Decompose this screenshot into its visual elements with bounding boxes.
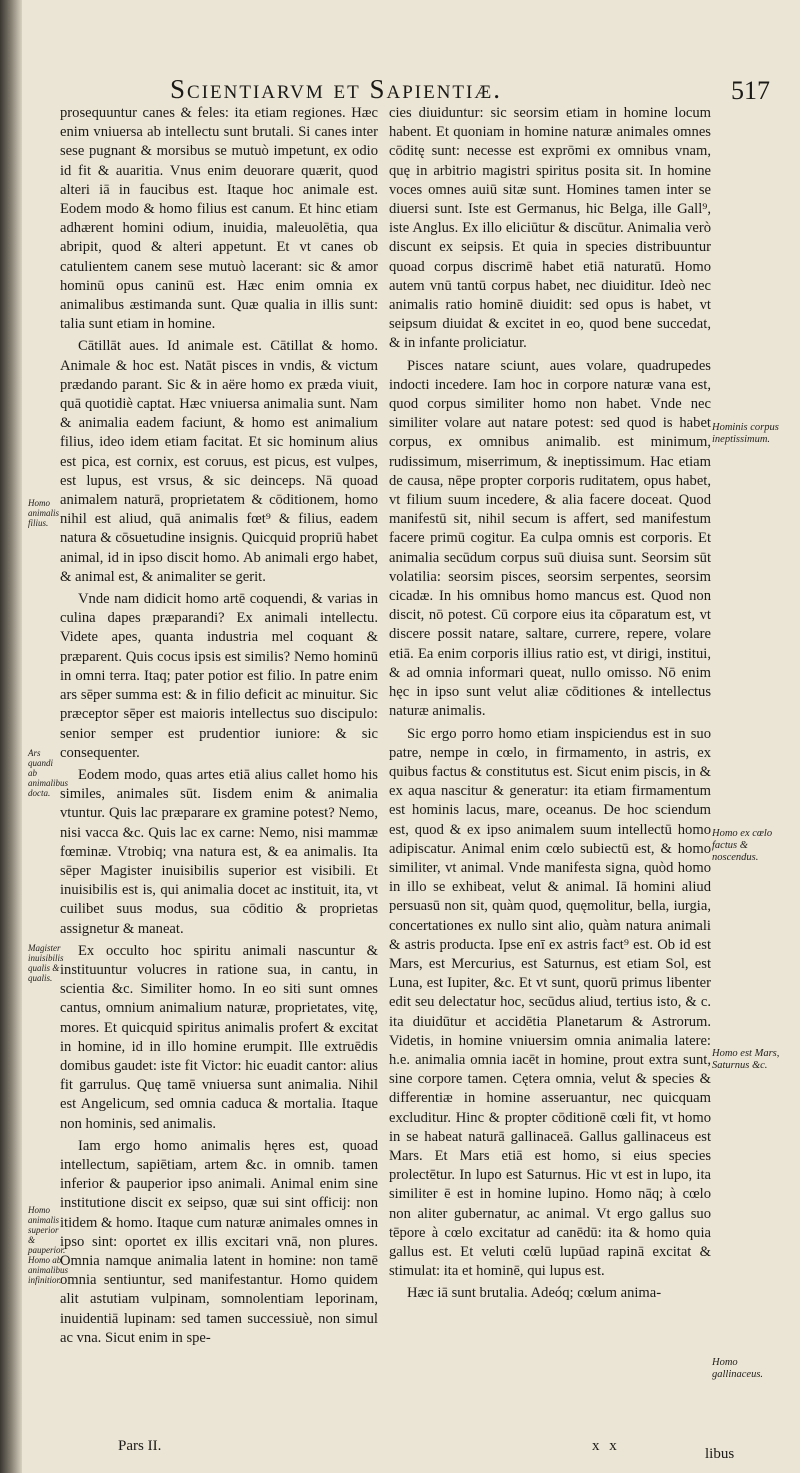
- paragraph: Sic ergo porro homo etiam inspiciendus est in suo patre, nempe in cœlo, in firmamento, in astris, ex quibus factus & constitutus est. Sicut enim piscis, in & ex aqua nascitur & generatur: ita etiam firmamentum est hominis lacus, mare, oceanus. De hoc sciendum est, quod & ex ipso animalem suum intellectū homo adipiscatur. Animal enim cœlo subiectū est, & homo similiter, vt animal. Vnde manifesta signa, quòd homo in illo se exhibeat, velut & animal. Iā homini aliud persuasū non sit, quàm quod, quęmolitur, bella, iurgia, concertationes ex nullo sint alio, quàm natura animali & astris producta. Ipse enī ex astris fact⁹ est. Ob id est Mars, est Mercurius, est Saturnus, est etiam Sol, est Luna, est Iupiter, &c. Et vt sunt, quorū primus libenter edit seu delectatur hoc, secūdus aliud, tertius isto, & c. ita diuidūtur et accidētia Planetarum & Astrorum. Videtis, in homine vniuersim omnia animalia latere: h.e. animalia omnia iacēt in homine, prout extra sunt, sine corpore tamen. Cętera omnia, velut & species & differentiæ in homine asseruantur, nec quicquam excluditur. Hinc & propter cōditionē cœli fit, vt homo in se habeat naturā gallinaceā. Gallus gallinaceus est Mars. Et Mars etiā est homo, si eius species prolectētur. In lupo est Saturnus. Hic vt est in lupo, ita similiter ē est in homine lupino. Homo nāq; à cœlo non aliter gubernatur, ac animal. Vt ergo gallus suo tēpore à cœlo excitatur ad canēdū: ita & homo quia gallus est. Et veluti cœlū lupūad rapinā excitat & stimulat: ita et hominē, qui lupus est.: [389, 725, 711, 1280]
- left-text-column: [60, 104, 378, 1434]
- page-gutter-shadow: [0, 0, 22, 1473]
- catchword: libus: [705, 1446, 735, 1462]
- margin-note-left: Ars quandi ab animalibus docta.: [28, 748, 69, 798]
- paragraph: Pisces natare sciunt, aues volare, quadrupedes indocti incedere. Iam hoc in corpore naturæ vana est, quod corpus similiter homo non habet. Vnde nec similiter volare aut natare potest: sed quod is habet corpus, ex omnibus animalib. est minimum, rudissimum, miserrimum, & ineptissimum. Hac etiam de causa, nēpe propter corporis ruditatem, opus habet, vt filium suum incedere, & alia facere doceat. Quod manifestū sit, nihil secum is affert, sed manifestum facere primū cogitur. Ea culpa omnis est corporis. Et animalia secūdum corpus suū diuisa sunt. Seorsim sūt volatilia: seorsim pisces, seorsim serpentes, seorsim cicadæ. In his omnibus homo mancus est. Quod non discit, nō potest. Cū corpore eius ita cōparatum est, vt discere possit natare, saltare, currere, repere, volare etiā. Ea enim corporis illius ratio est, vt dirigi, institui, & ad omnia informari queat, nullo omisso. Nō enim hęc in ipso sunt velut aliæ cōditiones & intellectus naturæ animalis.: [389, 357, 711, 720]
- paragraph: Vnde nam didicit homo artē coquendi, & varias in culina dapes præparandi? Ex animali intellectu. Videte apes, quanta industria mel coquant & præparent. Quis cocus ipsis est similis? Nemo hominū in omni terra. Itaq; pater potior est filio. In patre enim ars sēper summa est: & in filio deficit ac minuitur. Sic præceptor sēper est maioris intellectus suo discipulo: senior semper est prudentior iuniore: & sic consequenter.: [60, 591, 378, 761]
- running-head: Scientiarvm et Sapientiæ.: [170, 74, 503, 104]
- paragraph: Eodem modo, quas artes etiā alius callet homo his similes, animales sūt. Iisdem enim & animalia vtuntur. Quis lac præparare ex gramine potest? Nemo, nisi vacca &c. Quis lac ex carne: Nemo, nisi mammæ fœminæ. Vtrobiq; vna natura est, & ea animalis. Ita sēper Magister inuisibilis superior est visibili. Et inuisibilis est is, qui animalia docet ac instituit, ita, vt cuilibet suus modus, sua cōditio & proprietas assignetur & maneat.: [60, 766, 378, 937]
- page-number: 517: [731, 76, 770, 105]
- margin-note-left: Homo animalis superior & pauperior. Homo ab animalibus infinitior.: [28, 1205, 69, 1285]
- signature-mark: x x: [592, 1438, 620, 1454]
- page-footer: [0, 1438, 800, 1468]
- margin-note-left: Homo animalis filius.: [28, 498, 60, 528]
- paragraph: Ex occulto hoc spiritu animali nascuntur & instituuntur volucres in ratione sua, in cantu, in scientia &c. Similiter homo. In eo siti sunt omnes cantus, omnium animalium naturæ, proprietates, vitę, mores. Et quicquid spiritus animalis profert & excitat in homine, id in illo homine erumpit. Ille extruēdis domibus gaudet: iste fit Victor: hic euadit cantor: alius fit garrulus. Quę tamē vniuersa sunt animalia. Nihil est Angelicum, sed omnia caduca & mortalia. Itaque non hominis, sed animalis.: [60, 942, 378, 1132]
- margin-note-right: Homo gallinaceus.: [712, 1357, 764, 1380]
- right-text-column: [389, 104, 711, 1434]
- margin-note-right: Homo est Mars, Saturnus &c.: [712, 1048, 780, 1071]
- paragraph: prosequuntur canes & feles: ita etiam regiones. Hæc enim vniuersa ab intellectu sunt brutali. Si canes inter sese pugnant & morsibus se mutuò impetunt, ex odio id fit & auaritia. Vnus enim deuorare quærit, quod alteri iā in faucibus est. Itaque hoc animale est. Eodem modo & homo filius est canum. Et hinc etiam adhærent homini odium, inuidia, maleuolētia, qua abripit, quod & alteri appetunt. Et vt canes ob catulientem canem sese mutuò lacerant: sic & amor hominū opus caninū est. Hæc enim omnia ex animalibus æstimanda sunt. Quæ qualia in illis sunt: talia sunt etiam in homine.: [60, 105, 378, 333]
- paragraph: cies diuiduntur: sic seorsim etiam in homine locum habent. Et quoniam in homine naturæ animales omnes cōditę sunt: necesse est exprōmi ex omnibus vnam, quę in arbitrio magistri spiritus posita sit. In homine voces omnes auiū sitæ sunt. Homines tamen inter se diuersi sunt. Iste est Germanus, hic Belga, ille Gall⁹, iste Anglus. Ex illo eliciūtur & discūtur. Animalia verò discunt ex seipsis. Et quia in species distribuuntur quoad corpus discrimē habet etiā naturatū. Homo autem vnū tantū corpus habet, nec diuiditur. Ideò nec animalis ratio hominē diuidit: sed opus is habet, vt seipsum diuidat & excitet in eo, quod bene succedat, & in infante proliciatur.: [389, 105, 711, 352]
- margin-note-right: Homo ex cœlo factus & noscendus.: [712, 828, 773, 863]
- paragraph: Cātillāt aues. Id animale est. Cātillat & homo. Animale & hoc est. Natāt pisces in vndis, & victum prædando parant. Sic & in aëre homo ex præda viuit, quā quotidiè captat. Hæc vniuersa animalia sunt. Nam & animalia eadem faciunt, & homo est animalium filius, ideo idem etiam facitat. Et sic hominum alius est pica, est cornix, est coruus, est picus, est vulpes, est lupus, est vrsus, & sic deinceps. Nā quoad animalem naturā, proprietatem & cōditionem, homo nihil est aliud, quā animalis fœt⁹ & filius, eadem natura & cōsuetudine insignis. Quicquid propriū habet animal, id in ipso discit homo. Ab animali ergo habet, & animal est, & animaliter se gerit.: [60, 338, 378, 585]
- margin-note-left: Magister inuisibilis qualis & qualis.: [28, 943, 64, 983]
- margin-note-right: Hominis corpus ineptissimum.: [712, 422, 779, 445]
- part-label: Pars II.: [118, 1438, 162, 1454]
- paragraph: Hæc iā sunt brutalia. Adeóq; cœlum anima-: [407, 1285, 662, 1302]
- paragraph: Iam ergo homo animalis hęres est, quoad intellectum, sapiētiam, artem &c. in omnib. tamen inferior & pauperior ipso animali. Animal enim sine institutione discit ex seipso, quæ sui sint officij: non itidem & homo. Itaque cum naturæ animales omnes in ipso sint: oportet ex illis excitari vnā, non plures. Omnia namque animalia latent in homine: non tamē omnia sentiuntur, sed manifestantur. Homo quidem alit astutiam vulpinam, somnolentiam leporinam, inuidentiā lupinam: sed tamen successiuè, non simul ac vna. Sicut enim in spe-: [60, 1137, 378, 1346]
